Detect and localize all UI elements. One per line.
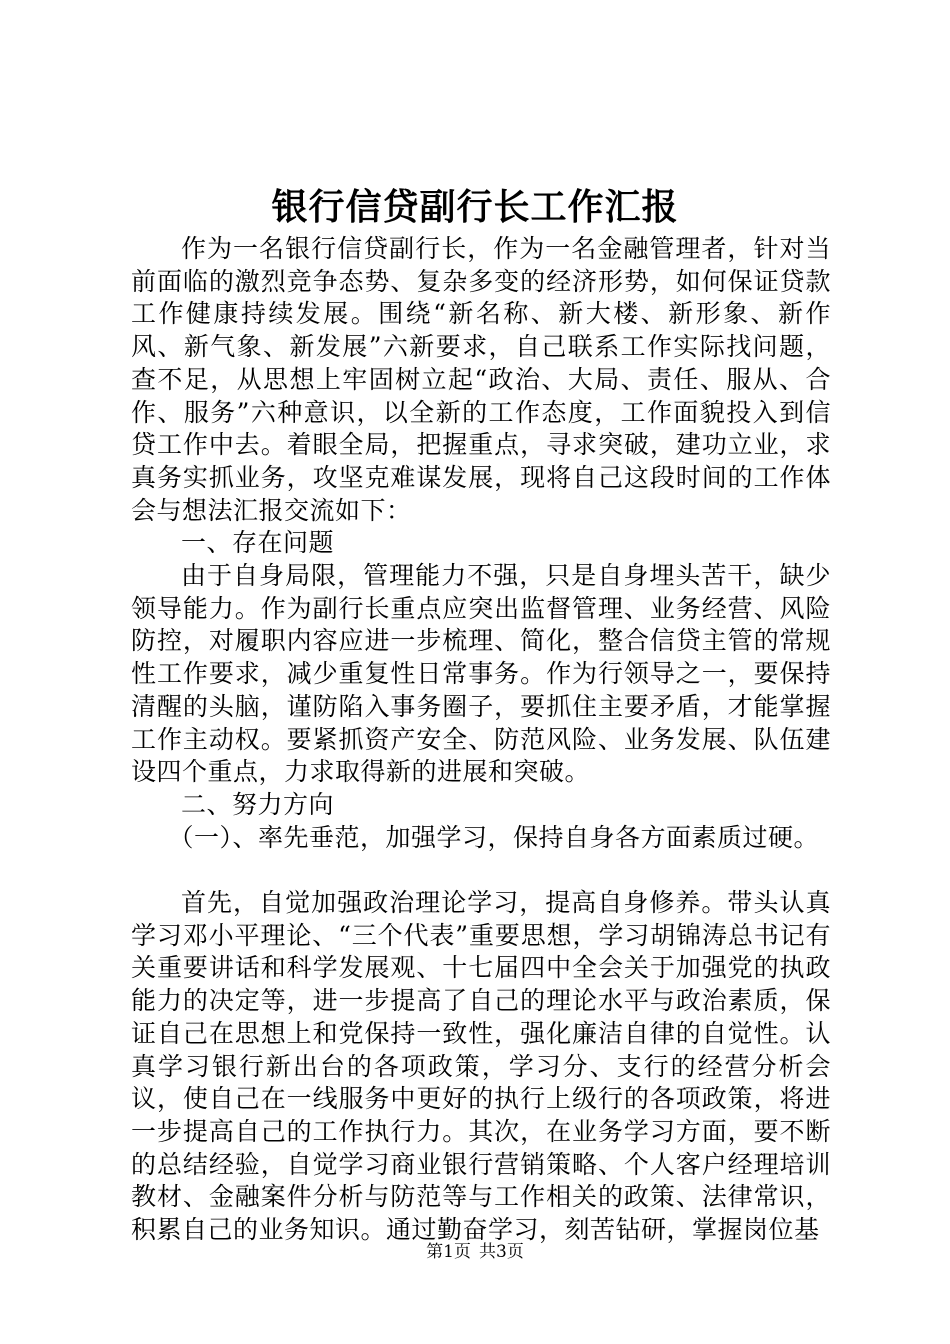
- paragraph-spacer: [131, 854, 831, 887]
- document-title: 银行信贷副行长工作汇报: [271, 186, 679, 228]
- study-paragraph: 首先，自觉加强政治理论学习，提高自身修养。带头认真学习邓小平理论、“三个代表”重要思想，学习胡锦涛总书记有关重要讲话和科学发展观、十七届四中全会关于加强党的执政能力的决定等，进一步提高了自己的理论水平与政治素质，保证自己在思想上和党保持一致性，强化廉洁自律的自觉性。认真学习银行新出台的各项政策，学习分、支行的经营分析会议，使自己在一线服务中更好的执行上级行的各项政策，将进一步提高自己的工作执行力。其次，在业务学习方面，要不断的总结经验，自觉学习商业银行营销策略、个人客户经理培训教材、金融案件分析与防范等与工作相关的政策、法律常识，积累自己的业务知识。通过勤奋学习，刻苦钻研，掌握岗位基: [131, 888, 831, 1245]
- intro-paragraph: 作为一名银行信贷副行长，作为一名金融管理者，针对当前面临的激烈竞争态势、复杂多变的经济形势，如何保证贷款工作健康持续发展。围绕“新名称、新大楼、新形象、新作风、新气象、新发展”六新要求，自己联系工作实际找问题，查不足，从思想上牢固树立起“政治、大局、责任、服从、合作、服务”六种意识，以全新的工作态度，工作面貌投入到信贷工作中去。着眼全局，把握重点，寻求突破，建功立业，求真务实抓业务，攻坚克难谋发展，现将自己这段时间的工作体会与想法汇报交流如下：: [131, 234, 831, 525]
- page-footer: [0, 1240, 950, 1264]
- page-number: 第1页: [426, 1242, 471, 1262]
- document-body: [131, 233, 831, 1247]
- problems-paragraph: 由于自身局限，管理能力不强，只是自身埋头苦干，缺少领导能力。作为副行长重点应突出监督管理、业务经营、风险防控，对履职内容应进一步梳理、简化，整合信贷主管的常规性工作要求，减少重复性日常事务。作为行领导之一，要保持清醒的头脑，谨防陷入事务圈子，要抓住主要矛盾，才能掌握工作主动权。要紧抓资产安全、防范风险、业务发展、队伍建设四个重点，力求取得新的进展和突破。: [131, 561, 831, 787]
- section-heading-problems: 一、存在问题: [181, 528, 335, 558]
- page-total: 共3页: [479, 1242, 524, 1262]
- subsection-heading-lead-by-example: （一）、率先垂范，加强学习，保持自身各方面素质过硬。: [168, 822, 820, 852]
- section-heading-direction: 二、努力方向: [181, 789, 335, 819]
